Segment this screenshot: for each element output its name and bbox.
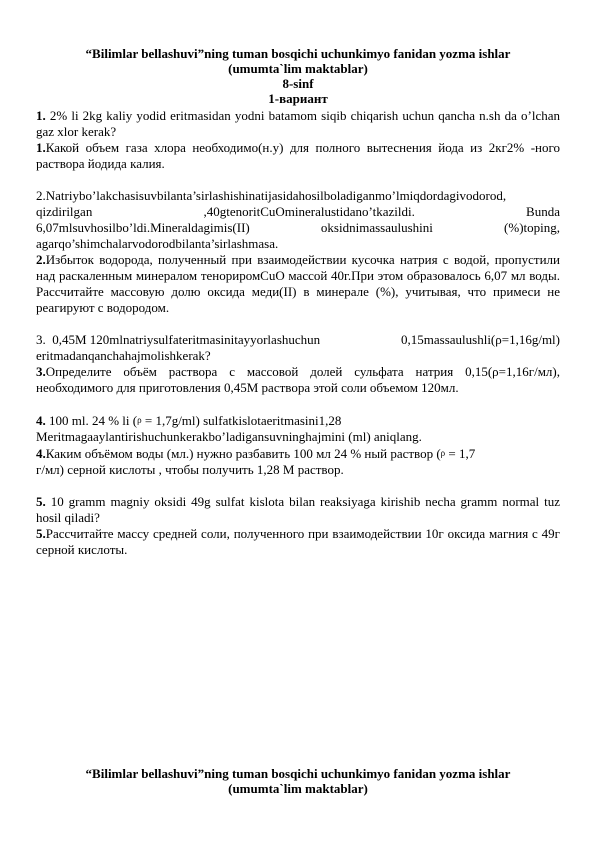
grade-label: 8-sinf — [282, 76, 314, 91]
problem-text: 0,15massaulushli(ρ=1,16g/ml) — [401, 332, 560, 347]
problem-text: Bunda — [526, 204, 560, 219]
problem-number: 5. — [36, 526, 46, 541]
problem-2-uz-line3 — [36, 220, 560, 236]
problem-text-group — [36, 332, 320, 348]
variant-label: 1-вариант — [268, 91, 328, 106]
problem-text: = 1,7 — [445, 446, 476, 461]
problem-text: 100 ml. 24 % li ( — [49, 413, 138, 428]
problem-number: 2. — [36, 188, 46, 203]
problem-number: 5. — [36, 494, 46, 509]
problem-number: 4. — [36, 446, 46, 461]
problem-2-ru — [36, 252, 560, 316]
problem-text: Каким объёмом воды (мл.) нужно разбавить 100 мл 24 % ный раствор ( — [45, 446, 441, 461]
problem-text: Natriybo’lakchasisuvbilanta’sirlashishinatijasidahosilboladiganmo’lmiqdordagivodorod, — [45, 188, 507, 203]
problem-5-ru — [36, 526, 560, 558]
problem-2-uz-line2 — [36, 204, 560, 220]
problem-text: Определите объём раствора с массовой долей сульфата натрия 0,15(ρ=1,16г/мл), необходимого для приготовления 0,45M раствора этой соли объемом 120мл. — [36, 364, 560, 395]
problem-number: 3. — [36, 332, 46, 347]
problem-2-uz-line1 — [36, 188, 560, 204]
problem-text: 10 gramm magniy oksidi 49g sulfat kislota bilan reaksiyaga kirishib necha gramm normal tuz hosil qiladi? — [36, 494, 561, 525]
rho-symbol: ρ — [137, 415, 142, 425]
problems-section — [36, 108, 560, 558]
problem-number: 1. — [36, 108, 46, 123]
problem-text: Рассчитайте массу средней соли, полученного при взаимодействии 10г оксида магния с 49г серной кислоты. — [36, 526, 560, 557]
problem-text: (%)toping, — [504, 220, 560, 235]
footer-title-line1: “Bilimlar bellashuvi”ning tuman bosqichi uchunkimyo fanidan yozma ishlar — [85, 766, 511, 781]
problem-text: = 1,7g/ml) sulfatkislotaeritmasini1,28 — [141, 413, 342, 428]
problem-3-uz-line1 — [36, 332, 560, 348]
header-title-line2: (umumta`lim maktablar) — [228, 61, 368, 76]
problem-1-uz — [36, 108, 560, 140]
problem-text: 0,45M 120mlnatriysulfateritmasinitayyorlashuchun — [52, 332, 321, 347]
problem-1-ru — [36, 140, 560, 172]
header-title-line1: “Bilimlar bellashuvi”ning tuman bosqichi uchunkimyo fanidan yozma ishlar — [85, 46, 511, 61]
problem-2-uz-line4: agarqo’shimchalarvodorodbilanta’sirlashmasa. — [36, 236, 279, 251]
problem-3-ru — [36, 364, 560, 396]
rho-symbol: ρ — [440, 448, 446, 458]
problem-text: 2% li 2kg kaliy yodid eritmasidan yodni batamom siqib chiqarish uchun qancha n.sh da o’lchan gaz xlor kerak? — [36, 108, 560, 139]
problem-4-uz-line2: Meritmagaaylantirishuchunkerakbo’ladigansuvninghajmini (ml) aniqlang. — [36, 429, 422, 444]
problem-number: 3. — [36, 364, 46, 379]
problem-number: 4. — [36, 413, 46, 428]
problem-text: oksidnimassaulushini — [320, 220, 433, 235]
problem-4-uz-line1 — [36, 412, 560, 429]
problem-number: 1. — [36, 140, 46, 155]
footer-title-line2: (umumta`lim maktablar) — [228, 781, 368, 796]
problem-3-uz-line2: eritmadanqanchahajmolishkerak? — [36, 348, 211, 363]
problem-text: ,40gtenoritCuOmineralustidano’tkazildi. — [203, 204, 415, 219]
problem-4-ru-line1 — [36, 445, 560, 462]
problem-4-ru-line2: г/мл) серной кислоты , чтобы получить 1,28 M раствор. — [36, 462, 344, 477]
problem-text: 6,07mlsuvhosilbo’ldi.Mineraldagimis(II) — [36, 220, 250, 235]
problem-text: Избыток водорода, полученный при взаимодействии кусочка натрия с водой, пропустили над раскаленным минералом тенориромCuO массой 40г.При этом образовалось 6,07 мл воды. Рассчитайте массовую долю оксида меди(II) в минерале (%), учитывая, что примеси не реагируют с водородом. — [36, 252, 560, 315]
problem-number: 2. — [36, 252, 46, 267]
problem-text: Какой объем газа хлора необходимо(н.у) для полного вытеснения йода из 2кг2% -ного раствора йодида калия. — [36, 140, 560, 171]
problem-5-uz — [36, 494, 560, 526]
problem-text: qizdirilgan — [36, 204, 93, 219]
